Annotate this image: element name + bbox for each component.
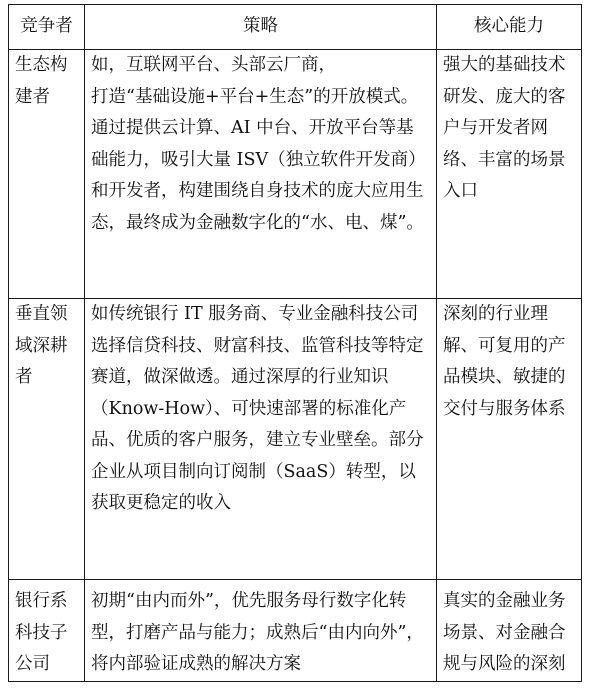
strategy-intro: 如，互联网平台、头部云厂商， [91, 55, 336, 75]
strategy-cell [85, 580, 437, 682]
competitor-cell: 垂直领域深耕者 [9, 299, 85, 580]
table-row [9, 50, 582, 299]
core-capability-cell: 真实的金融业务场景、对金融合规与风险的深刻 [437, 580, 582, 682]
table-row [9, 299, 582, 580]
header-strategy: 策略 [85, 5, 437, 50]
core-capability-cell: 强大的基础技术研发、庞大的客户与开发者网络、丰富的场景入口 [437, 50, 582, 299]
strategy-body: 选择信贷科技、财富科技、监管科技等特定赛道，做深做透。通过深厚的行业知识（Know-How）、可快速部署的标准化产品、优质的客户服务，建立专业壁垒。部分企业从项目制向订阅制（SaaS）转型，以获取更稳定的收入 [91, 335, 424, 513]
competitor-cell: 生态构建者 [9, 50, 85, 299]
table-row [9, 580, 582, 682]
header-core-capability: 核心能力 [437, 5, 582, 50]
competitor-cell: 银行系科技子公司 [9, 580, 85, 682]
strategy-body: 初期“由内而外”，优先服务母行数字化转型，打磨产品与能力；成熟后“由内向外”，将内部验证成熟的解决方案 [91, 591, 424, 674]
core-capability-cell: 深刻的行业理解、可复用的产品模块、敏捷的交付与服务体系 [437, 299, 582, 580]
competitor-table [8, 4, 582, 682]
strategy-body: 打造“基础设施+平台+生态”的开放模式。通过提供云计算、AI 中台、开放平台等基础能力，吸引大量 ISV（独立软件开发商）和开发者，构建围绕自身技术的庞大应用生态，最终成为金融数字化的“水、电、煤”。 [91, 86, 426, 233]
strategy-intro: 如传统银行 IT 服务商、专业金融科技公司 [91, 304, 419, 324]
table-header-row [9, 5, 582, 50]
strategy-cell [85, 299, 437, 580]
header-competitor: 竞争者 [9, 5, 85, 50]
strategy-cell [85, 50, 437, 299]
